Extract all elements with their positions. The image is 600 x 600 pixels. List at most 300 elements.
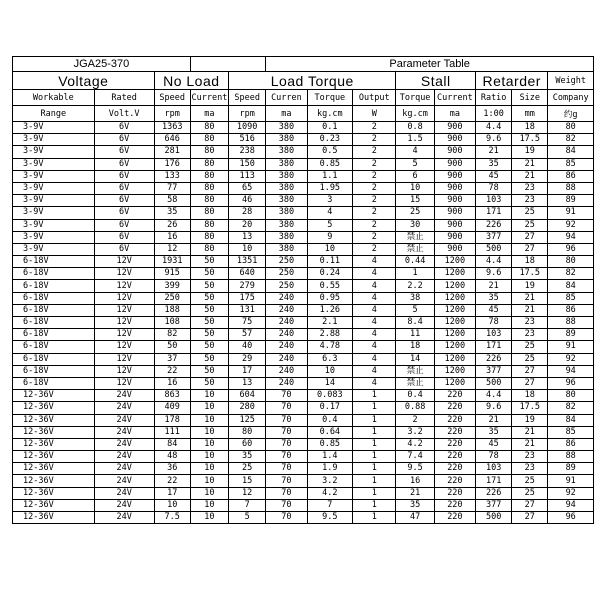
cell-load-speed: 10 <box>229 243 266 255</box>
cell-retarder-ratio: 4.4 <box>476 122 512 134</box>
unit-weight: 约g <box>548 106 594 122</box>
cell-load-speed: 80 <box>229 426 266 438</box>
cell-load-current: 240 <box>266 329 307 341</box>
cell-load-output: 4 <box>353 317 396 329</box>
cell-stall-current: 900 <box>434 170 475 182</box>
cell-weight: 91 <box>548 207 594 219</box>
cell-load-current: 70 <box>266 426 307 438</box>
cell-load-speed: 113 <box>229 170 266 182</box>
cell-no-load-speed: 48 <box>154 451 190 463</box>
cell-no-load-speed: 50 <box>154 341 190 353</box>
table-row <box>13 438 594 450</box>
cell-no-load-current: 80 <box>190 195 228 207</box>
cell-stall-current: 1200 <box>434 292 475 304</box>
cell-stall-current: 900 <box>434 122 475 134</box>
cell-load-torque: 1.9 <box>307 463 352 475</box>
cell-load-torque: 1.1 <box>307 170 352 182</box>
cell-stall-current: 1200 <box>434 377 475 389</box>
cell-rated: 24V <box>94 487 154 499</box>
cell-retarder-size: 27 <box>512 365 548 377</box>
cell-weight: 92 <box>548 487 594 499</box>
cell-stall-torque: 30 <box>396 219 434 231</box>
table-title: Parameter Table <box>266 57 594 72</box>
cell-load-output: 4 <box>353 377 396 389</box>
cell-retarder-size: 27 <box>512 499 548 511</box>
cell-retarder-size: 19 <box>512 414 548 426</box>
cell-rated: 24V <box>94 390 154 402</box>
cell-no-load-current: 50 <box>190 304 228 316</box>
cell-no-load-current: 10 <box>190 487 228 499</box>
cell-load-torque: 1.4 <box>307 451 352 463</box>
cell-rated: 6V <box>94 134 154 146</box>
cell-load-current: 240 <box>266 377 307 389</box>
cell-weight: 86 <box>548 438 594 450</box>
cell-load-current: 250 <box>266 280 307 292</box>
cell-retarder-ratio: 45 <box>476 304 512 316</box>
cell-no-load-speed: 82 <box>154 329 190 341</box>
cell-stall-current: 900 <box>434 146 475 158</box>
cell-retarder-ratio: 377 <box>476 499 512 511</box>
cell-load-current: 70 <box>266 487 307 499</box>
cell-no-load-speed: 22 <box>154 365 190 377</box>
cell-workable: 12-36V <box>13 402 95 414</box>
unit-no-load-speed: rpm <box>154 106 190 122</box>
cell-retarder-size: 21 <box>512 426 548 438</box>
cell-workable: 6-18V <box>13 353 95 365</box>
cell-stall-torque: 0.44 <box>396 256 434 268</box>
table-row <box>13 256 594 268</box>
cell-load-current: 70 <box>266 451 307 463</box>
cell-rated: 6V <box>94 231 154 243</box>
cell-workable: 6-18V <box>13 341 95 353</box>
cell-retarder-size: 19 <box>512 280 548 292</box>
cell-load-output: 2 <box>353 134 396 146</box>
title-spacer <box>190 57 265 72</box>
cell-rated: 6V <box>94 243 154 255</box>
cell-workable: 3-9V <box>13 158 95 170</box>
cell-stall-torque: 0.4 <box>396 390 434 402</box>
model-name: JGA25-370 <box>13 57 191 72</box>
table-row <box>13 451 594 463</box>
cell-stall-torque: 2.2 <box>396 280 434 292</box>
header-load-current: Curren <box>266 90 307 106</box>
cell-no-load-speed: 409 <box>154 402 190 414</box>
group-stall: Stall <box>396 72 476 90</box>
cell-rated: 24V <box>94 402 154 414</box>
cell-no-load-speed: 22 <box>154 475 190 487</box>
cell-stall-torque: 5 <box>396 304 434 316</box>
cell-retarder-ratio: 45 <box>476 438 512 450</box>
cell-load-torque: 0.23 <box>307 134 352 146</box>
group-no-load: No Load <box>154 72 228 90</box>
group-voltage: Voltage <box>13 72 155 90</box>
cell-retarder-ratio: 171 <box>476 475 512 487</box>
cell-stall-current: 900 <box>434 243 475 255</box>
cell-retarder-size: 25 <box>512 341 548 353</box>
cell-no-load-speed: 7.5 <box>154 512 190 524</box>
cell-weight: 89 <box>548 463 594 475</box>
cell-no-load-speed: 26 <box>154 219 190 231</box>
group-load-torque: Load Torque <box>229 72 396 90</box>
cell-stall-current: 1200 <box>434 268 475 280</box>
cell-stall-current: 220 <box>434 499 475 511</box>
parameter-sheet <box>12 56 594 524</box>
cell-stall-current: 220 <box>434 426 475 438</box>
cell-stall-current: 220 <box>434 487 475 499</box>
cell-load-current: 380 <box>266 134 307 146</box>
cell-load-output: 2 <box>353 243 396 255</box>
table-row <box>13 195 594 207</box>
cell-load-speed: 604 <box>229 390 266 402</box>
cell-retarder-size: 17.5 <box>512 402 548 414</box>
cell-no-load-current: 10 <box>190 463 228 475</box>
cell-stall-current: 1200 <box>434 341 475 353</box>
cell-load-current: 240 <box>266 353 307 365</box>
cell-stall-torque: 1.5 <box>396 134 434 146</box>
header-stall-torque: Torque <box>396 90 434 106</box>
cell-load-output: 2 <box>353 182 396 194</box>
cell-load-torque: 10 <box>307 243 352 255</box>
header-no-load-current: Current <box>190 90 228 106</box>
cell-workable: 12-36V <box>13 475 95 487</box>
cell-rated: 12V <box>94 304 154 316</box>
cell-load-speed: 516 <box>229 134 266 146</box>
cell-no-load-current: 80 <box>190 182 228 194</box>
cell-retarder-ratio: 226 <box>476 219 512 231</box>
cell-weight: 80 <box>548 122 594 134</box>
cell-load-output: 2 <box>353 231 396 243</box>
cell-load-output: 4 <box>353 329 396 341</box>
cell-load-speed: 15 <box>229 475 266 487</box>
cell-load-speed: 279 <box>229 280 266 292</box>
cell-workable: 3-9V <box>13 207 95 219</box>
cell-retarder-size: 23 <box>512 182 548 194</box>
cell-no-load-current: 80 <box>190 207 228 219</box>
cell-load-speed: 1090 <box>229 122 266 134</box>
cell-rated: 24V <box>94 451 154 463</box>
cell-load-output: 4 <box>353 280 396 292</box>
cell-no-load-speed: 1363 <box>154 122 190 134</box>
cell-retarder-ratio: 35 <box>476 426 512 438</box>
cell-retarder-ratio: 21 <box>476 280 512 292</box>
cell-no-load-speed: 77 <box>154 182 190 194</box>
cell-load-output: 2 <box>353 170 396 182</box>
unit-load-current: ma <box>266 106 307 122</box>
cell-retarder-size: 21 <box>512 438 548 450</box>
header-load-speed: Speed <box>229 90 266 106</box>
cell-load-output: 1 <box>353 390 396 402</box>
unit-workable: Range <box>13 106 95 122</box>
header-retarder-ratio: Ratio <box>476 90 512 106</box>
cell-retarder-ratio: 500 <box>476 512 512 524</box>
cell-workable: 12-36V <box>13 438 95 450</box>
unit-load-torque: kg.cm <box>307 106 352 122</box>
cell-workable: 12-36V <box>13 426 95 438</box>
cell-retarder-size: 18 <box>512 390 548 402</box>
cell-workable: 3-9V <box>13 195 95 207</box>
cell-no-load-current: 10 <box>190 402 228 414</box>
cell-load-output: 1 <box>353 414 396 426</box>
table-row <box>13 426 594 438</box>
cell-retarder-ratio: 226 <box>476 353 512 365</box>
cell-rated: 24V <box>94 426 154 438</box>
cell-load-current: 70 <box>266 402 307 414</box>
cell-stall-torque: 35 <box>396 499 434 511</box>
cell-rated: 24V <box>94 438 154 450</box>
cell-load-torque: 9.5 <box>307 512 352 524</box>
unit-rated: Volt.V <box>94 106 154 122</box>
cell-weight: 88 <box>548 451 594 463</box>
cell-no-load-current: 50 <box>190 341 228 353</box>
group-retarder: Retarder <box>476 72 548 90</box>
cell-load-output: 1 <box>353 438 396 450</box>
cell-weight: 89 <box>548 329 594 341</box>
cell-load-output: 1 <box>353 512 396 524</box>
cell-load-torque: 2.88 <box>307 329 352 341</box>
cell-no-load-current: 50 <box>190 353 228 365</box>
cell-stall-torque: 禁止 <box>396 231 434 243</box>
cell-load-output: 1 <box>353 463 396 475</box>
cell-load-torque: 4.78 <box>307 341 352 353</box>
cell-workable: 3-9V <box>13 146 95 158</box>
cell-stall-torque: 4.2 <box>396 438 434 450</box>
cell-load-current: 240 <box>266 304 307 316</box>
cell-load-torque: 0.17 <box>307 402 352 414</box>
cell-no-load-current: 50 <box>190 268 228 280</box>
header-weight: Company <box>548 90 594 106</box>
table-row <box>13 402 594 414</box>
cell-no-load-speed: 12 <box>154 243 190 255</box>
cell-load-speed: 60 <box>229 438 266 450</box>
table-row <box>13 499 594 511</box>
cell-workable: 6-18V <box>13 292 95 304</box>
cell-load-torque: 0.5 <box>307 146 352 158</box>
cell-no-load-current: 50 <box>190 377 228 389</box>
cell-load-speed: 28 <box>229 207 266 219</box>
cell-no-load-speed: 178 <box>154 414 190 426</box>
cell-load-output: 1 <box>353 499 396 511</box>
cell-load-output: 4 <box>353 365 396 377</box>
table-row <box>13 317 594 329</box>
cell-retarder-size: 25 <box>512 207 548 219</box>
cell-load-torque: 6.3 <box>307 353 352 365</box>
cell-load-speed: 13 <box>229 231 266 243</box>
cell-rated: 6V <box>94 182 154 194</box>
cell-load-speed: 20 <box>229 219 266 231</box>
cell-load-output: 1 <box>353 487 396 499</box>
cell-stall-torque: 7.4 <box>396 451 434 463</box>
cell-weight: 85 <box>548 426 594 438</box>
cell-retarder-ratio: 103 <box>476 463 512 475</box>
cell-rated: 6V <box>94 195 154 207</box>
cell-stall-current: 220 <box>434 512 475 524</box>
cell-workable: 6-18V <box>13 329 95 341</box>
cell-workable: 12-36V <box>13 487 95 499</box>
cell-load-torque: 9 <box>307 231 352 243</box>
cell-load-speed: 280 <box>229 402 266 414</box>
cell-weight: 82 <box>548 268 594 280</box>
cell-weight: 82 <box>548 402 594 414</box>
cell-no-load-current: 80 <box>190 158 228 170</box>
cell-load-torque: 0.95 <box>307 292 352 304</box>
cell-retarder-size: 23 <box>512 317 548 329</box>
cell-workable: 6-18V <box>13 304 95 316</box>
cell-load-torque: 0.083 <box>307 390 352 402</box>
cell-rated: 12V <box>94 268 154 280</box>
cell-stall-torque: 15 <box>396 195 434 207</box>
cell-workable: 3-9V <box>13 219 95 231</box>
cell-no-load-current: 10 <box>190 512 228 524</box>
cell-weight: 86 <box>548 170 594 182</box>
cell-load-torque: 0.1 <box>307 122 352 134</box>
cell-load-current: 250 <box>266 268 307 280</box>
cell-stall-torque: 禁止 <box>396 377 434 389</box>
cell-load-speed: 13 <box>229 377 266 389</box>
cell-workable: 3-9V <box>13 134 95 146</box>
table-row <box>13 231 594 243</box>
cell-stall-torque: 25 <box>396 207 434 219</box>
cell-stall-current: 1200 <box>434 329 475 341</box>
cell-no-load-current: 50 <box>190 365 228 377</box>
cell-load-torque: 0.55 <box>307 280 352 292</box>
cell-load-torque: 14 <box>307 377 352 389</box>
cell-retarder-size: 18 <box>512 122 548 134</box>
cell-stall-current: 220 <box>434 475 475 487</box>
cell-retarder-ratio: 103 <box>476 329 512 341</box>
cell-load-speed: 17 <box>229 365 266 377</box>
cell-stall-torque: 14 <box>396 353 434 365</box>
cell-load-current: 70 <box>266 438 307 450</box>
cell-no-load-speed: 16 <box>154 231 190 243</box>
cell-load-torque: 3.2 <box>307 475 352 487</box>
cell-weight: 91 <box>548 475 594 487</box>
cell-no-load-speed: 37 <box>154 353 190 365</box>
table-row <box>13 341 594 353</box>
cell-retarder-ratio: 377 <box>476 365 512 377</box>
cell-stall-torque: 11 <box>396 329 434 341</box>
cell-retarder-size: 25 <box>512 353 548 365</box>
cell-no-load-speed: 108 <box>154 317 190 329</box>
cell-load-current: 70 <box>266 499 307 511</box>
cell-retarder-ratio: 9.6 <box>476 268 512 280</box>
header-workable: Workable <box>13 90 95 106</box>
table-row <box>13 122 594 134</box>
unit-no-load-current: ma <box>190 106 228 122</box>
cell-load-current: 380 <box>266 170 307 182</box>
cell-load-current: 380 <box>266 158 307 170</box>
cell-weight: 85 <box>548 292 594 304</box>
header-load-output: Output <box>353 90 396 106</box>
unit-retarder-size: mm <box>512 106 548 122</box>
cell-load-speed: 35 <box>229 451 266 463</box>
cell-stall-torque: 16 <box>396 475 434 487</box>
cell-load-output: 1 <box>353 475 396 487</box>
table-row <box>13 377 594 389</box>
cell-weight: 96 <box>548 512 594 524</box>
table-row <box>13 268 594 280</box>
cell-stall-torque: 3.2 <box>396 426 434 438</box>
cell-retarder-ratio: 21 <box>476 146 512 158</box>
cell-no-load-current: 10 <box>190 426 228 438</box>
cell-no-load-speed: 84 <box>154 438 190 450</box>
table-row <box>13 304 594 316</box>
cell-rated: 6V <box>94 122 154 134</box>
cell-no-load-current: 80 <box>190 231 228 243</box>
cell-stall-current: 1200 <box>434 317 475 329</box>
cell-no-load-current: 10 <box>190 451 228 463</box>
cell-stall-current: 1200 <box>434 353 475 365</box>
cell-workable: 3-9V <box>13 122 95 134</box>
table-row <box>13 329 594 341</box>
unit-stall-current: ma <box>434 106 475 122</box>
cell-weight: 94 <box>548 231 594 243</box>
cell-retarder-ratio: 171 <box>476 207 512 219</box>
cell-no-load-current: 10 <box>190 438 228 450</box>
cell-stall-torque: 禁止 <box>396 243 434 255</box>
cell-no-load-current: 80 <box>190 243 228 255</box>
cell-workable: 6-18V <box>13 256 95 268</box>
cell-load-current: 380 <box>266 231 307 243</box>
cell-load-current: 70 <box>266 414 307 426</box>
cell-rated: 6V <box>94 158 154 170</box>
cell-workable: 6-18V <box>13 280 95 292</box>
cell-no-load-current: 50 <box>190 256 228 268</box>
cell-load-speed: 65 <box>229 182 266 194</box>
cell-stall-torque: 8.4 <box>396 317 434 329</box>
cell-load-torque: 0.4 <box>307 414 352 426</box>
cell-load-output: 1 <box>353 402 396 414</box>
cell-rated: 6V <box>94 170 154 182</box>
cell-load-speed: 640 <box>229 268 266 280</box>
cell-rated: 24V <box>94 499 154 511</box>
table-row <box>13 463 594 475</box>
cell-weight: 88 <box>548 317 594 329</box>
cell-load-current: 250 <box>266 256 307 268</box>
cell-load-output: 4 <box>353 268 396 280</box>
cell-retarder-ratio: 500 <box>476 377 512 389</box>
cell-no-load-speed: 176 <box>154 158 190 170</box>
cell-stall-torque: 47 <box>396 512 434 524</box>
cell-retarder-ratio: 35 <box>476 292 512 304</box>
cell-stall-torque: 0.88 <box>396 402 434 414</box>
cell-workable: 12-36V <box>13 390 95 402</box>
cell-load-speed: 40 <box>229 341 266 353</box>
cell-no-load-current: 50 <box>190 292 228 304</box>
cell-stall-torque: 1 <box>396 268 434 280</box>
cell-no-load-speed: 133 <box>154 170 190 182</box>
cell-load-output: 4 <box>353 341 396 353</box>
cell-no-load-current: 80 <box>190 219 228 231</box>
cell-load-current: 380 <box>266 182 307 194</box>
cell-weight: 96 <box>548 377 594 389</box>
cell-retarder-ratio: 45 <box>476 170 512 182</box>
cell-weight: 94 <box>548 499 594 511</box>
header-stall-current: Current <box>434 90 475 106</box>
cell-retarder-ratio: 35 <box>476 158 512 170</box>
table-row <box>13 292 594 304</box>
cell-no-load-speed: 17 <box>154 487 190 499</box>
header-rated: Rated <box>94 90 154 106</box>
cell-no-load-current: 50 <box>190 280 228 292</box>
cell-stall-current: 900 <box>434 182 475 194</box>
cell-load-speed: 175 <box>229 292 266 304</box>
cell-workable: 3-9V <box>13 243 95 255</box>
cell-workable: 3-9V <box>13 231 95 243</box>
cell-retarder-size: 25 <box>512 475 548 487</box>
cell-load-speed: 75 <box>229 317 266 329</box>
cell-stall-torque: 5 <box>396 158 434 170</box>
table-row <box>13 414 594 426</box>
